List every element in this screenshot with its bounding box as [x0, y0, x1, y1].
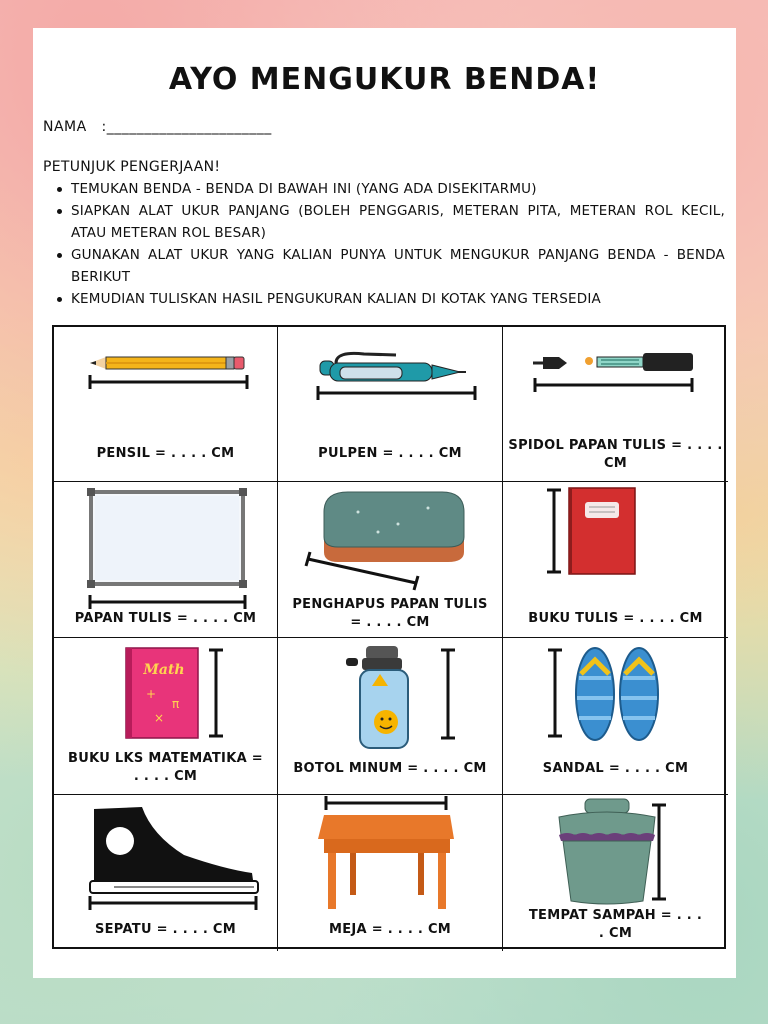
cell-trash-bin — [503, 795, 728, 951]
item-label: SANDAL = . . . . CM — [542, 761, 689, 776]
cell-marker — [503, 327, 728, 482]
cell-whiteboard — [54, 482, 278, 638]
item-label: PAPAN TULIS = . . . . CM — [74, 611, 257, 626]
cell-notebook — [503, 482, 728, 638]
item-label: PENSIL = . . . . CM — [96, 446, 235, 461]
svg-text:×: × — [154, 711, 165, 725]
item-label: PULPEN = . . . . CM — [318, 446, 462, 461]
instruction-item: SIAPKAN ALAT UKUR PANJANG (BOLEH PENGGARIS, METERAN PITA, METERAN ROL KECIL, ATAU METERAN ROL BESAR) — [71, 200, 725, 244]
instruction-item: TEMUKAN BENDA - BENDA DI BAWAH INI (YANG ADA DISEKITARMU) — [71, 178, 725, 200]
svg-text:π: π — [172, 697, 180, 711]
item-label: MEJA = . . . . CM — [328, 922, 452, 937]
svg-text:+: + — [146, 687, 157, 701]
item-label: PENGHAPUS PAPAN TULIS = . . . . CM — [292, 597, 488, 630]
instruction-item: KEMUDIAN TULISKAN HASIL PENGUKURAN KALIAN DI KOTAK YANG TERSEDIA — [71, 288, 725, 310]
cell-water-bottle — [278, 638, 503, 795]
instructions-list — [71, 178, 725, 310]
instructions-heading: PETUNJUK PENGERJAAN! — [43, 159, 221, 175]
instruction-item: GUNAKAN ALAT UKUR YANG KALIAN PUNYA UNTUK MENGUKUR PANJANG BENDA - BENDA BERIKUT — [71, 244, 725, 288]
cell-sandal — [503, 638, 728, 795]
cell-shoe — [54, 795, 278, 951]
cell-pen — [278, 327, 503, 482]
item-label: BOTOL MINUM = . . . . CM — [293, 761, 487, 776]
name-field[interactable]: NAMA :______________________ — [43, 119, 272, 135]
item-label: BUKU TULIS = . . . . CM — [528, 611, 703, 626]
cell-table — [278, 795, 503, 951]
measurement-grid — [52, 325, 726, 949]
worksheet — [33, 28, 736, 978]
cell-pencil — [54, 327, 278, 482]
item-label: BUKU LKS MATEMATIKA = . . . . CM — [68, 751, 263, 784]
math-cover-text: Math — [143, 662, 185, 678]
page-title: AYO MENGUKUR BENDA! — [168, 62, 601, 97]
item-label: SPIDOL PAPAN TULIS = . . . . CM — [508, 438, 723, 471]
cell-math-book — [54, 638, 278, 795]
item-label: SEPATU = . . . . CM — [94, 922, 237, 937]
cell-eraser — [278, 482, 503, 638]
item-label: TEMPAT SAMPAH = . . . . CM — [528, 908, 703, 941]
